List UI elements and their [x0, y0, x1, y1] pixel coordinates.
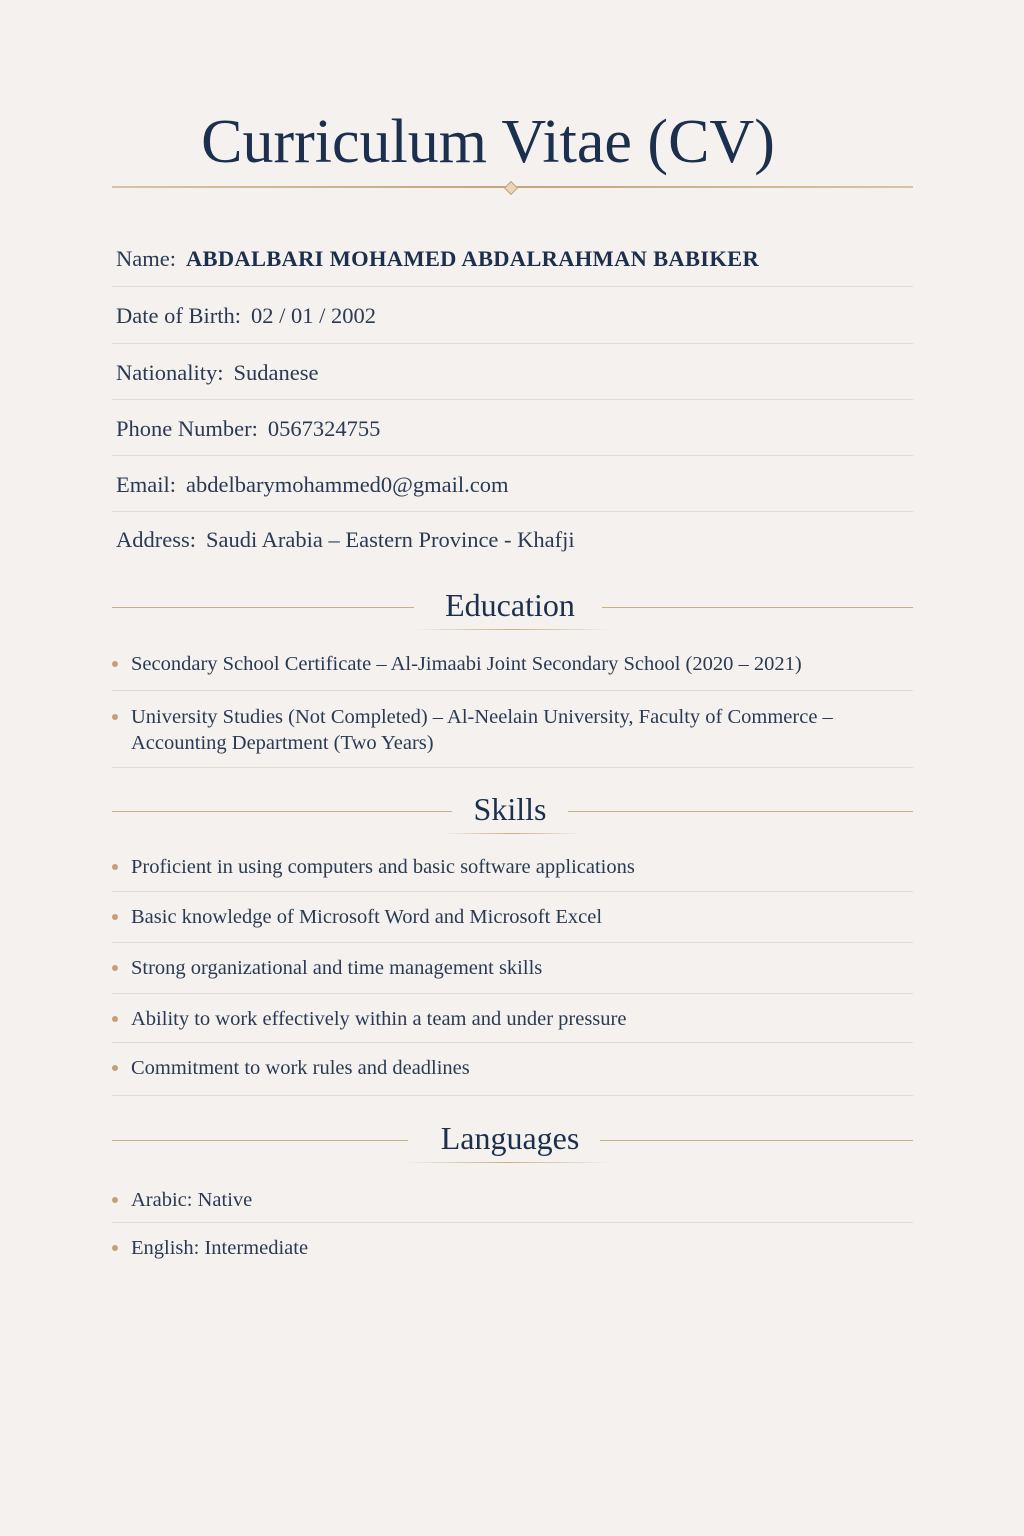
nationality-value: Sudanese — [233, 360, 319, 385]
skill-item-text: Basic knowledge of Microsoft Word and Microsoft Excel — [131, 906, 603, 928]
bullet-icon — [112, 1016, 118, 1022]
skill-item-text: Strong organizational and time management skills — [131, 957, 543, 979]
education-section-header — [112, 585, 913, 629]
language-item — [112, 1235, 872, 1261]
divider-ornament-icon — [504, 181, 518, 195]
bullet-icon — [112, 965, 118, 971]
divider — [112, 511, 913, 512]
name-row — [116, 245, 913, 273]
bullet-icon — [112, 864, 118, 870]
dob-label: Date of Birth: — [116, 303, 241, 328]
divider — [112, 891, 913, 892]
skill-item — [112, 1055, 872, 1081]
phone-value: 0567324755 — [267, 416, 381, 441]
address-value: Saudi Arabia – Eastern Province - Khafji — [206, 527, 575, 552]
name-value: ABDALBARI MOHAMED ABDALRAHMAN BABIKER — [185, 246, 759, 271]
dob-row — [116, 302, 913, 330]
divider — [112, 1095, 913, 1096]
education-item — [112, 651, 872, 677]
skills-heading: Skills — [473, 791, 547, 827]
page-title: Curriculum Vitae (CV) — [201, 108, 775, 176]
education-item-text: Secondary School Certificate – Al-Jimaabi Joint Secondary School (2020 – 2021) — [131, 653, 802, 675]
language-item — [112, 1187, 872, 1213]
address-row — [116, 526, 913, 554]
bullet-icon — [112, 1065, 118, 1071]
divider — [112, 286, 913, 287]
skill-item-text: Proficient in using computers and basic software applications — [131, 856, 635, 878]
divider — [112, 343, 913, 344]
divider — [112, 455, 913, 456]
bullet-icon — [112, 714, 118, 720]
skill-item — [112, 955, 872, 981]
bullet-icon — [112, 1245, 118, 1251]
skill-item-text: Commitment to work rules and deadlines — [131, 1057, 470, 1079]
nationality-row — [116, 359, 913, 387]
divider — [112, 942, 913, 943]
skill-item — [112, 1006, 872, 1032]
address-label: Address: — [116, 527, 196, 552]
divider — [112, 993, 913, 994]
education-item-text: University Studies (Not Completed) – Al-Neelain University, Faculty of Commerce – Accounting Department (Two Years) — [131, 706, 833, 754]
bullet-icon — [112, 1197, 118, 1203]
email-label: Email: — [116, 472, 176, 497]
skill-item — [112, 904, 872, 930]
nationality-label: Nationality: — [116, 360, 224, 385]
language-item-text: English: Intermediate — [131, 1237, 309, 1259]
divider — [112, 399, 913, 400]
skills-section-header — [112, 789, 913, 833]
dob-value: 02 / 01 / 2002 — [250, 303, 376, 328]
bullet-icon — [112, 661, 118, 667]
skill-item-text: Ability to work effectively within a team and under pressure — [131, 1008, 627, 1030]
education-heading: Education — [445, 587, 575, 623]
divider — [112, 1042, 913, 1043]
divider — [112, 767, 913, 768]
skill-item — [112, 854, 872, 880]
email-row — [116, 471, 913, 499]
divider — [112, 1222, 913, 1223]
name-label: Name: — [116, 246, 176, 271]
languages-heading: Languages — [440, 1120, 580, 1156]
email-value: abdelbarymohammed0@gmail.com — [186, 472, 509, 497]
education-item — [112, 704, 872, 756]
divider — [112, 690, 913, 691]
bullet-icon — [112, 914, 118, 920]
phone-row — [116, 415, 913, 443]
phone-label: Phone Number: — [116, 416, 258, 441]
languages-section-header — [112, 1118, 913, 1162]
language-item-text: Arabic: Native — [131, 1189, 253, 1211]
